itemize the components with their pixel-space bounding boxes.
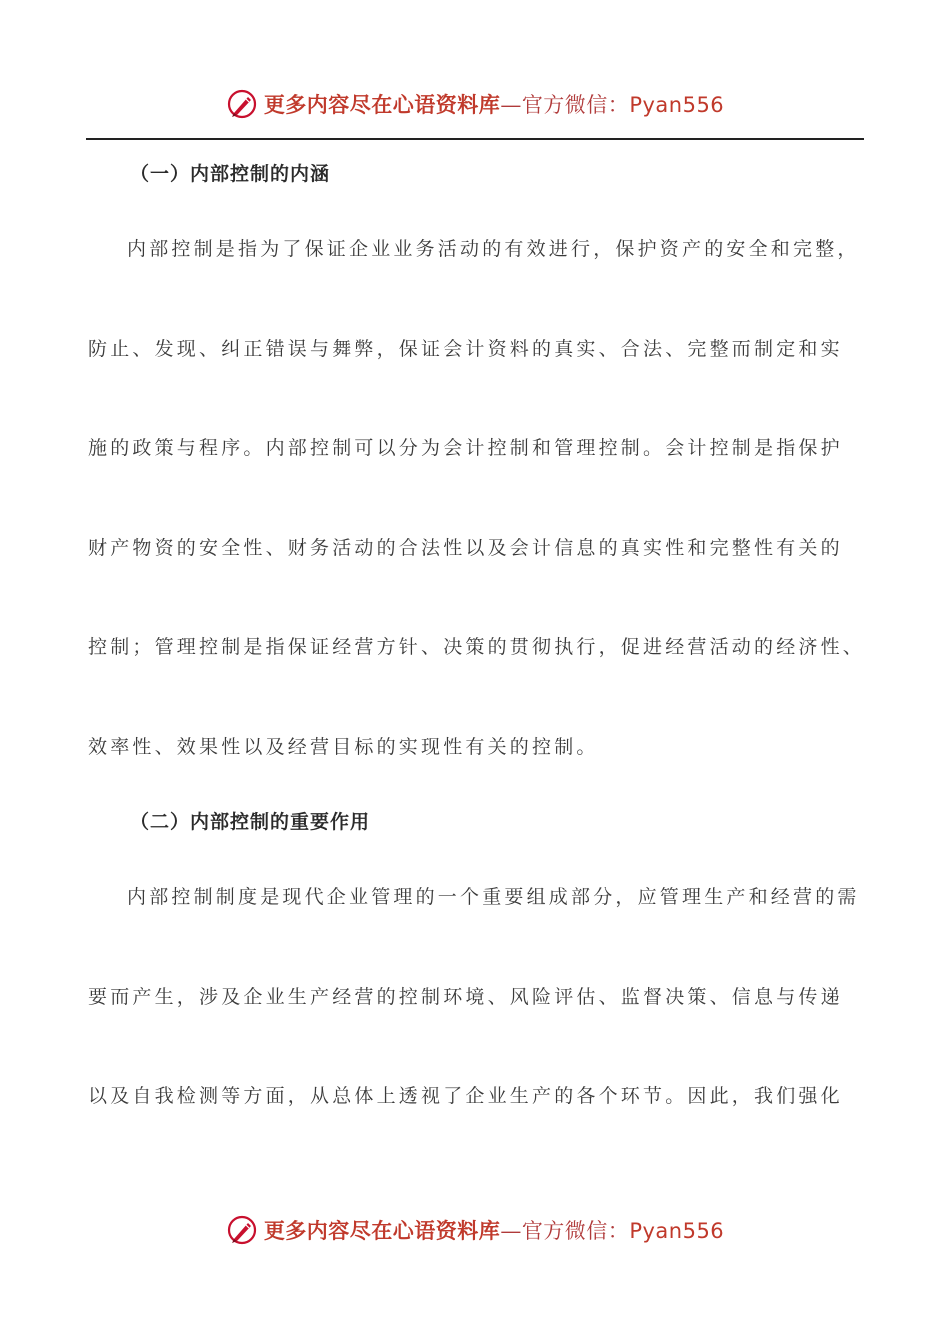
footer-main-text: 更多内容尽在心语资料库 <box>263 1218 501 1243</box>
header-sub-text: 官方微信： <box>521 93 630 117</box>
paragraph-line: 财产物资的安全性、财务活动的合法性以及会计信息的真实性和完整性有关的 <box>88 537 843 559</box>
section-heading-1: （一）内部控制的内涵 <box>130 163 331 185</box>
paragraph-line: 施的政策与程序。内部控制可以分为会计控制和管理控制。会计控制是指保护 <box>88 437 843 459</box>
footer-dash: — <box>500 1219 522 1243</box>
footer-sub-text: 官方微信： <box>521 1219 630 1243</box>
paragraph-line: 效率性、效果性以及经营目标的实现性有关的控制。 <box>88 736 599 758</box>
header-dash: — <box>500 93 522 117</box>
paragraph-line: 以及自我检测等方面，从总体上透视了企业生产的各个环节。因此，我们强化 <box>88 1085 843 1107</box>
pen-logo-icon <box>226 88 258 120</box>
header-divider <box>86 138 864 140</box>
paragraph-line: 内部控制是指为了保证企业业务活动的有效进行，保护资产的安全和完整， <box>127 238 860 260</box>
paragraph-line: 控制；管理控制是指保证经营方针、决策的贯彻执行，促进经营活动的经济性、 <box>88 636 866 658</box>
section-heading-2: （二）内部控制的重要作用 <box>130 811 371 833</box>
header-banner <box>0 82 950 126</box>
header-main-text: 更多内容尽在心语资料库 <box>263 92 501 117</box>
footer-banner <box>0 1208 950 1252</box>
paragraph-line: 防止、发现、纠正错误与舞弊，保证会计资料的真实、合法、完整而制定和实 <box>88 338 843 360</box>
footer-wechat-id: Pyan556 <box>629 1219 725 1243</box>
pen-logo-icon <box>226 1214 258 1246</box>
paragraph-line: 内部控制制度是现代企业管理的一个重要组成部分，应管理生产和经营的需 <box>127 886 860 908</box>
paragraph-line: 要而产生，涉及企业生产经营的控制环境、风险评估、监督决策、信息与传递 <box>88 986 843 1008</box>
header-wechat-id: Pyan556 <box>629 93 725 117</box>
